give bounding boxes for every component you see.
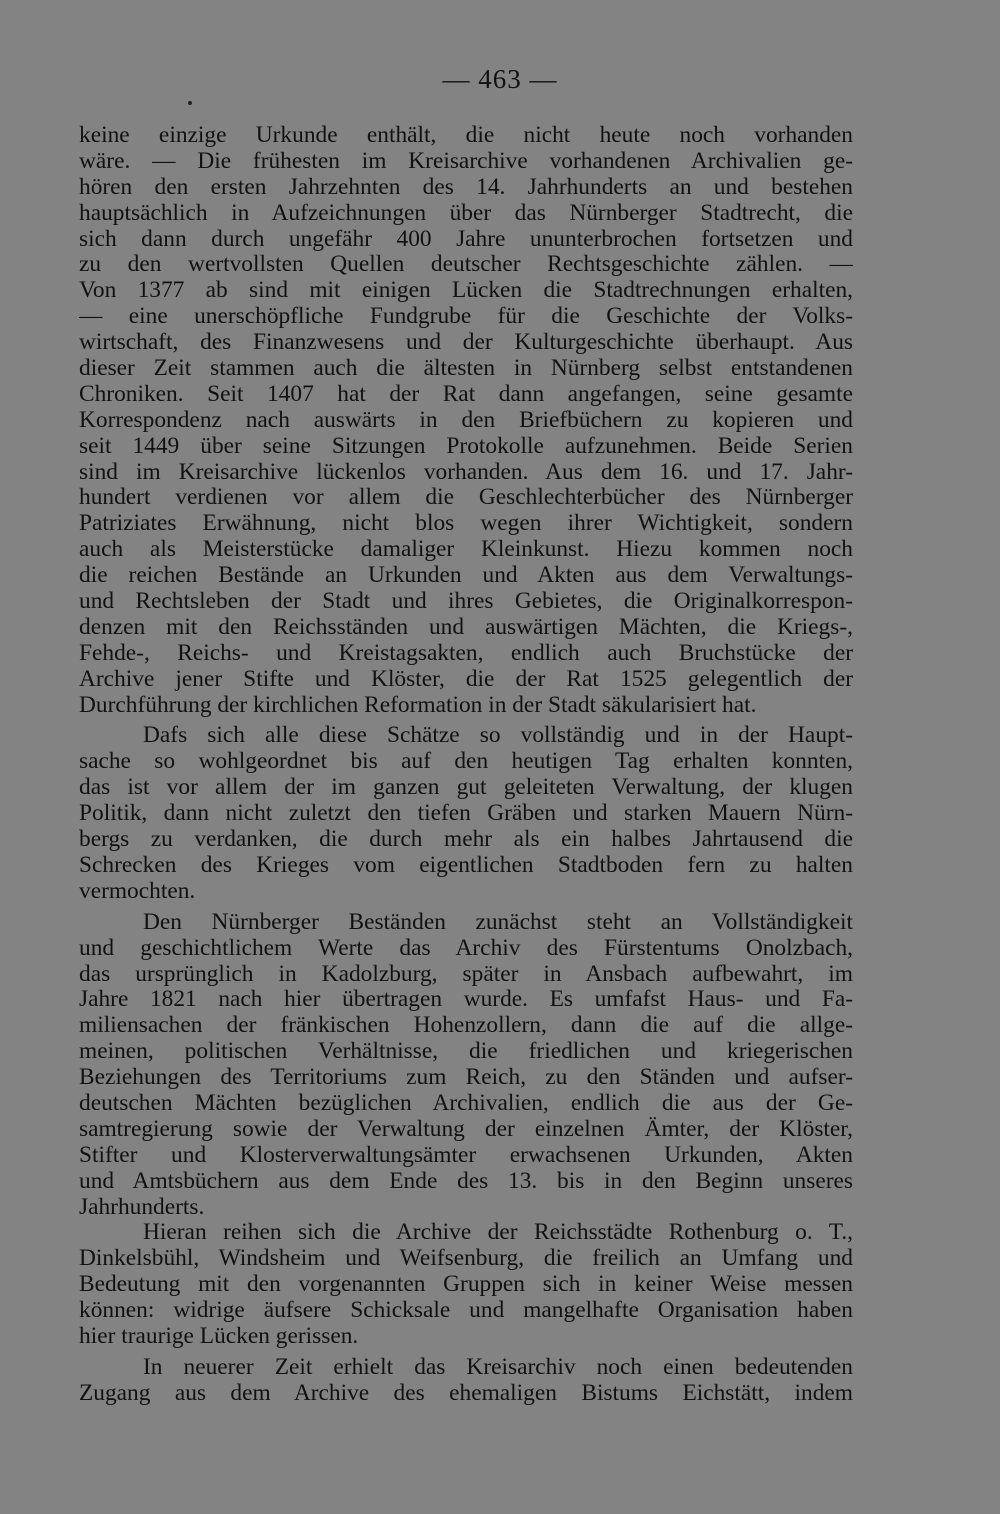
text-line: Stifter und Klosterverwaltungsämter erwachsenen Urkunden, Akten xyxy=(79,1142,853,1168)
text-line: das ursprünglich in Kadolzburg, später in Ansbach aufbewahrt, im xyxy=(79,961,853,987)
text-line: können: widrige äufsere Schicksale und mangelhafte Organisation haben xyxy=(79,1298,853,1324)
text-line: Schrecken des Krieges vom eigentlichen Stadtboden fern zu halten xyxy=(79,852,853,878)
text-line: Jahrhunderts. xyxy=(79,1194,205,1220)
text-line: Zugang aus dem Archive des ehemaligen Bistums Eichstätt, indem xyxy=(79,1380,853,1406)
text-line: die reichen Bestände an Urkunden und Akten aus dem Verwaltungs- xyxy=(79,563,853,589)
text-line: — eine unerschöpfliche Fundgrube für die Geschichte der Volks- xyxy=(79,304,853,330)
text-line: denzen mit den Reichsständen und auswärtigen Mächten, die Kriegs-, xyxy=(79,614,853,640)
text-line: hören den ersten Jahrzehnten des 14. Jahrhunderts an und bestehen xyxy=(79,174,853,200)
page-number: — 463 — xyxy=(442,64,558,94)
text-line: Bedeutung mit den vorgenannten Gruppen sich in keiner Weise messen xyxy=(79,1272,853,1298)
text-line: dieser Zeit stammen auch die ältesten in Nürnberg selbst entstandenen xyxy=(79,356,853,382)
body-text xyxy=(79,123,853,1407)
text-line: samtregierung sowie der Verwaltung der einzelnen Ämter, der Klöster, xyxy=(79,1116,853,1142)
text-line: Politik, dann nicht zuletzt den tiefen Gräben und starken Mauern Nürn- xyxy=(79,801,853,827)
text-line: Jahre 1821 nach hier übertragen wurde. Es umfafst Haus- und Fa- xyxy=(79,987,853,1013)
text-line: und geschichtlichem Werte das Archiv des Fürstentums Onolzbach, xyxy=(79,935,853,961)
text-line: vermochten. xyxy=(79,878,196,904)
text-line: miliensachen der fränkischen Hohenzollern, dann die auf die allge- xyxy=(79,1013,853,1039)
text-line: und Amtsbüchern aus dem Ende des 13. bis in den Beginn unseres xyxy=(79,1168,853,1194)
text-line: sind im Kreisarchive lückenlos vorhanden. Aus dem 16. und 17. Jahr- xyxy=(79,459,853,485)
text-line: hier traurige Lücken gerissen. xyxy=(79,1323,359,1349)
print-speck xyxy=(188,101,192,105)
text-line: zu den wertvollsten Quellen deutscher Rechtsgeschichte zählen. — xyxy=(79,252,853,278)
text-line: das ist vor allem der im ganzen gut geleiteten Verwaltung, der klugen xyxy=(79,775,853,801)
text-line: Den Nürnberger Beständen zunächst steht an Vollständigkeit xyxy=(143,909,853,935)
text-line: Patriziates Erwähnung, nicht blos wegen ihrer Wichtigkeit, sondern xyxy=(79,511,853,537)
text-line: wirtschaft, des Finanzwesens und der Kulturgeschichte überhaupt. Aus xyxy=(79,330,853,356)
text-line: bergs zu verdanken, die durch mehr als ein halbes Jahrtausend die xyxy=(79,827,853,853)
text-line: Durchführung der kirchlichen Reformation in der Stadt säkularisiert hat. xyxy=(79,692,757,718)
text-line: In neuerer Zeit erhielt das Kreisarchiv noch einen bedeutenden xyxy=(143,1354,853,1380)
text-line: Dafs sich alle diese Schätze so vollständig und in der Haupt- xyxy=(143,723,853,749)
text-line: meinen, politischen Verhältnisse, die friedlichen und kriegerischen xyxy=(79,1039,853,1065)
text-line: sache so wohlgeordnet bis auf den heutigen Tag erhalten konnten, xyxy=(79,749,853,775)
text-line: Von 1377 ab sind mit einigen Lücken die Stadtrechnungen erhalten, xyxy=(79,278,853,304)
text-line: wäre. — Die frühesten im Kreisarchive vorhandenen Archivalien ge- xyxy=(79,148,853,174)
text-line: Fehde-, Reichs- und Kreistagsakten, endlich auch Bruchstücke der xyxy=(79,640,853,666)
text-line: Chroniken. Seit 1407 hat der Rat dann angefangen, seine gesamte xyxy=(79,381,853,407)
text-line: Hieran reihen sich die Archive der Reichsstädte Rothenburg o. T., xyxy=(143,1220,853,1246)
text-line: sich dann durch ungefähr 400 Jahre ununterbrochen fortsetzen und xyxy=(79,226,853,252)
text-line: Dinkelsbühl, Windsheim und Weifsenburg, die freilich an Umfang und xyxy=(79,1246,853,1272)
text-line: auch als Meisterstücke damaliger Kleinkunst. Hiezu kommen noch xyxy=(79,537,853,563)
text-line: Korrespondenz nach auswärts in den Briefbüchern zu kopieren und xyxy=(79,407,853,433)
text-line: Archive jener Stifte und Klöster, die der Rat 1525 gelegentlich der xyxy=(79,666,853,692)
text-line: deutschen Mächten bezüglichen Archivalien, endlich die aus der Ge- xyxy=(79,1090,853,1116)
text-line: hauptsächlich in Aufzeichnungen über das Nürnberger Stadtrecht, die xyxy=(79,200,853,226)
text-line: und Rechtsleben der Stadt und ihres Gebietes, die Originalkorrespon- xyxy=(79,589,853,615)
text-line: keine einzige Urkunde enthält, die nicht heute noch vorhanden xyxy=(79,123,853,148)
text-line: Beziehungen des Territoriums zum Reich, zu den Ständen und aufser- xyxy=(79,1065,853,1091)
text-line: seit 1449 über seine Sitzungen Protokolle aufzunehmen. Beide Serien xyxy=(79,433,853,459)
text-line: hundert verdienen vor allem die Geschlechterbücher des Nürnberger xyxy=(79,485,853,511)
